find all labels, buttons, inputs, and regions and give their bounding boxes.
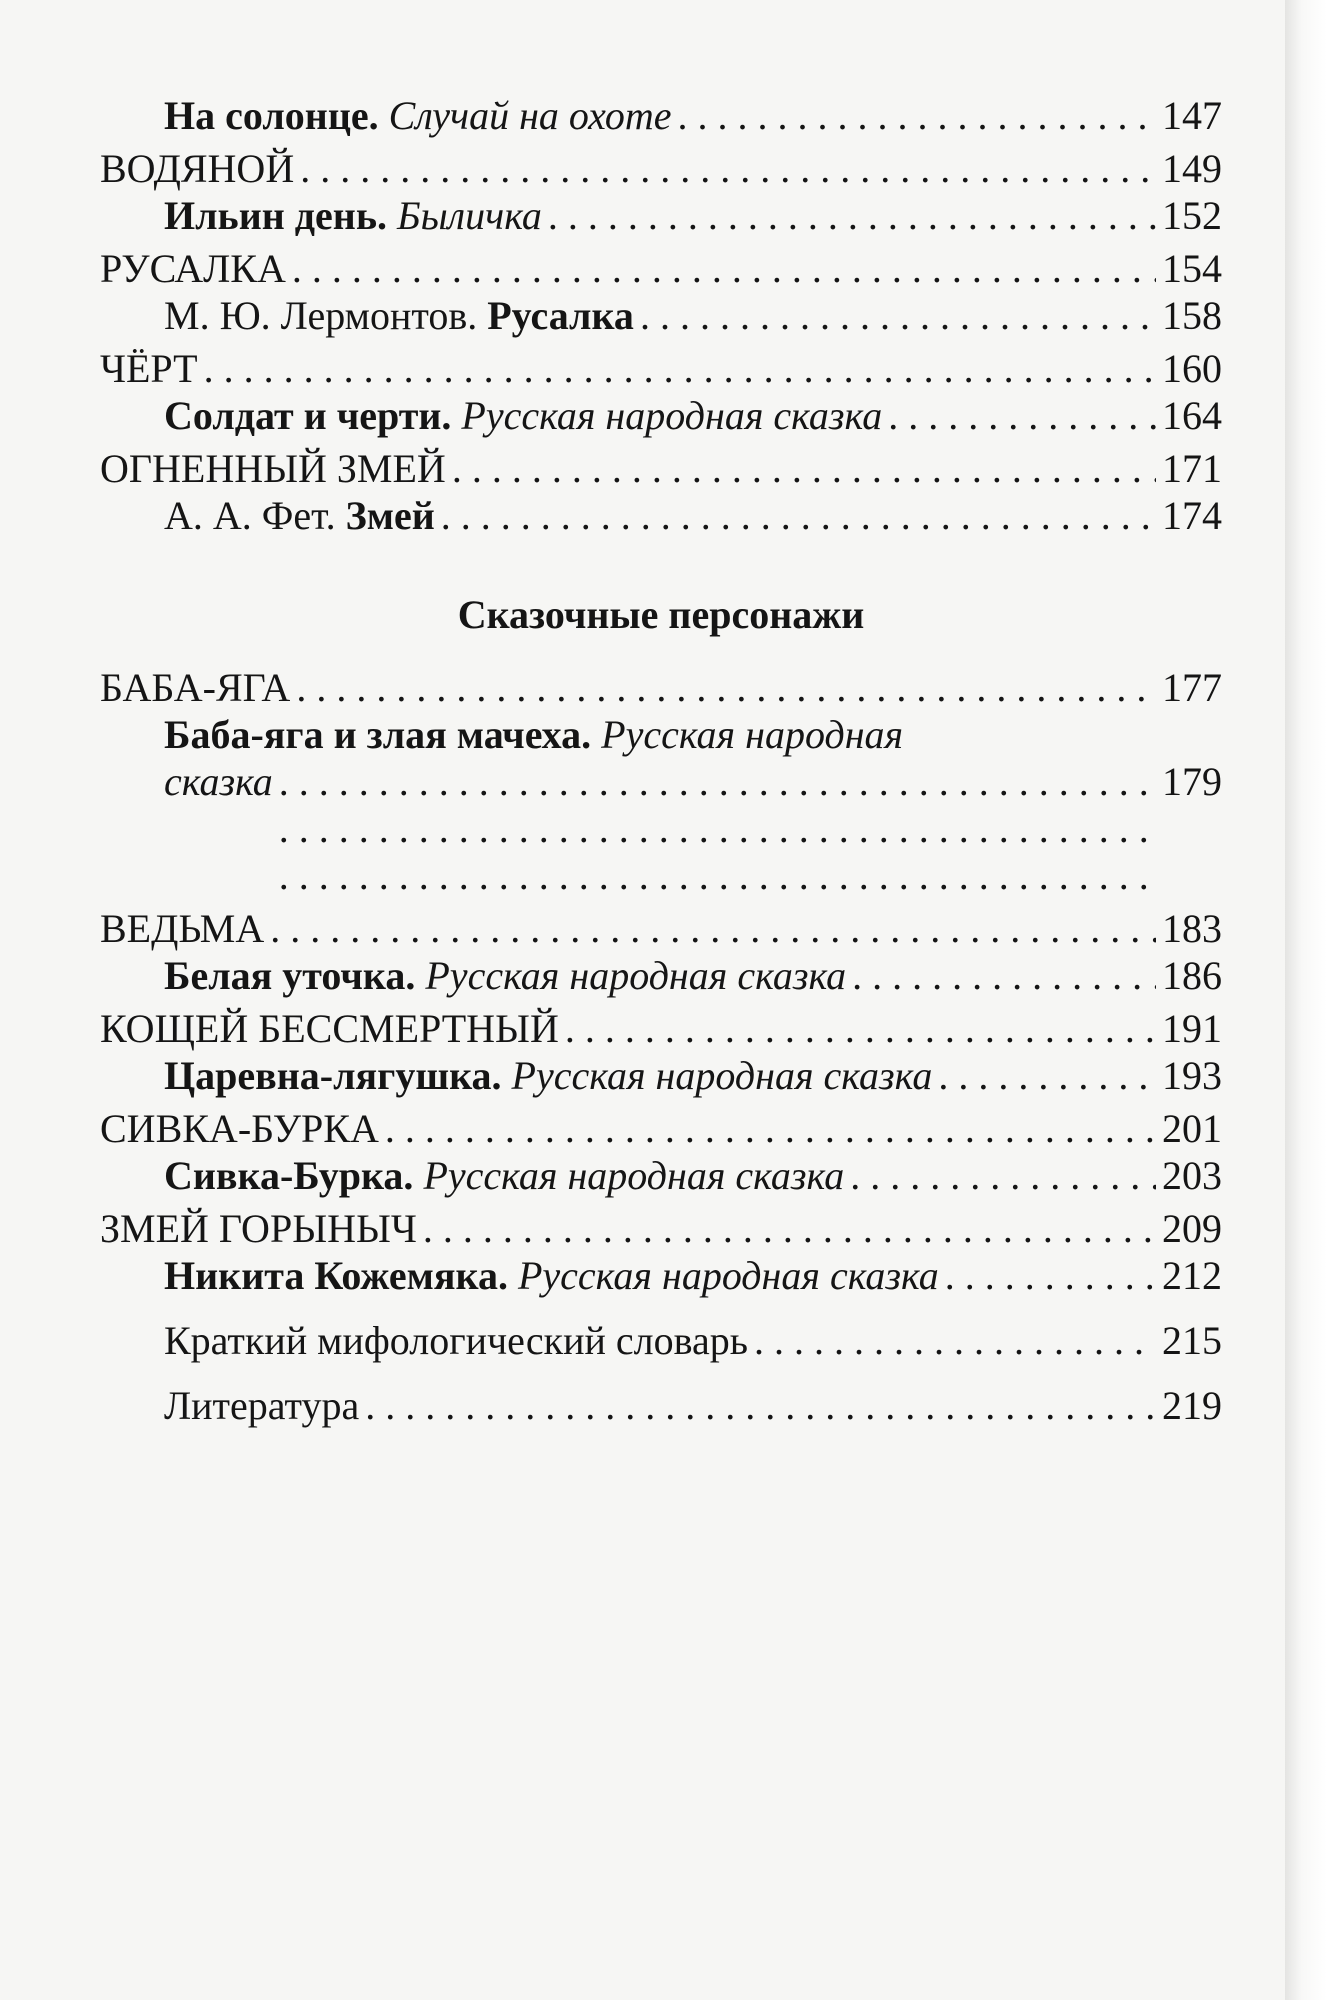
- toc-entry[interactable]: [100, 1252, 1222, 1299]
- toc-entry-title: Царевна-лягушка. Русская народная сказка: [164, 1053, 933, 1098]
- toc-entry-title: Краткий мифологический словарь: [164, 1318, 748, 1363]
- toc-page-number: 149: [1162, 146, 1222, 191]
- toc-entry-title-continued: сказка: [164, 759, 273, 804]
- toc-entry-title: Белая уточка. Русская народная сказка: [164, 953, 847, 998]
- toc-entry[interactable]: [100, 905, 1222, 952]
- toc-entry[interactable]: [100, 1005, 1222, 1052]
- toc-entry[interactable]: [100, 492, 1222, 539]
- toc-entry[interactable]: [100, 345, 1222, 392]
- toc-entry[interactable]: [100, 145, 1222, 192]
- toc-page-number: 215: [1162, 1318, 1222, 1363]
- page-edge-shadow: [1285, 0, 1327, 2000]
- toc-entry[interactable]: [100, 711, 1222, 899]
- dot-leader: [292, 245, 1156, 292]
- toc-page-number: 209: [1162, 1206, 1222, 1251]
- toc-page-number: 201: [1162, 1106, 1222, 1151]
- dot-leader: [852, 952, 1156, 999]
- toc-entry[interactable]: [100, 1152, 1222, 1199]
- toc-entry[interactable]: [100, 1317, 1222, 1364]
- toc-entry-title: Баба-яга и злая мачеха. Русская народная: [164, 712, 904, 757]
- toc-entry-title: А. А. Фет. Змей: [164, 493, 435, 538]
- toc-entry[interactable]: [100, 1205, 1222, 1252]
- toc-entry[interactable]: [100, 92, 1222, 139]
- toc-entry[interactable]: [100, 1052, 1222, 1099]
- toc-entry[interactable]: [100, 1105, 1222, 1152]
- dot-leader: [945, 1252, 1156, 1299]
- dot-leader: [452, 445, 1156, 492]
- toc-entry-title: На солонце. Случай на охоте: [164, 93, 672, 138]
- section-heading: Сказочные персонажи: [457, 592, 865, 637]
- toc-entry-title: ЧЁРТ: [100, 346, 198, 391]
- toc-entry-title: Никита Кожемяка. Русская народная сказка: [164, 1253, 939, 1298]
- toc-entry[interactable]: [100, 392, 1222, 439]
- dot-leader: [385, 1105, 1156, 1152]
- toc-page-number: 147: [1162, 93, 1222, 138]
- dot-leader: [548, 192, 1156, 239]
- toc-page-number: 160: [1162, 346, 1222, 391]
- toc-entry-title: КОЩЕЙ БЕССМЕРТНЫЙ: [100, 1006, 559, 1051]
- toc-entry-title: Сивка-Бурка. Русская народная сказка: [164, 1153, 845, 1198]
- toc-entry[interactable]: [100, 292, 1222, 339]
- toc-entry-title: ВОДЯНОЙ: [100, 146, 295, 191]
- toc-page-number: 171: [1162, 446, 1222, 491]
- dot-leader: [565, 1005, 1156, 1052]
- dot-leader: [640, 292, 1156, 339]
- toc-page-number: 154: [1162, 246, 1222, 291]
- toc-page-number: 158: [1162, 293, 1222, 338]
- toc-entry-title: ЗМЕЙ ГОРЫНЫЧ: [100, 1206, 417, 1251]
- toc-page-number: 203: [1162, 1153, 1222, 1198]
- dot-leader: [938, 1052, 1156, 1099]
- dot-leader: [888, 392, 1156, 439]
- toc-entry-title: Литература: [164, 1383, 360, 1428]
- toc-page-number: 177: [1162, 665, 1222, 710]
- toc-entry[interactable]: [100, 245, 1222, 292]
- dot-leader: [850, 1152, 1156, 1199]
- dot-leader: [423, 1205, 1156, 1252]
- toc-entry[interactable]: [100, 1382, 1222, 1429]
- toc-entry-title: ВЕДЬМА: [100, 906, 265, 951]
- dot-leader: [754, 1317, 1156, 1364]
- toc-entry-title: Солдат и черти. Русская народная сказка: [164, 393, 883, 438]
- toc-entry[interactable]: [100, 192, 1222, 239]
- toc-entry-title: РУСАЛКА: [100, 246, 286, 291]
- toc-page-number: 186: [1162, 953, 1222, 998]
- toc-entry-title: Ильин день. Быличка: [164, 193, 542, 238]
- toc-page-number: 183: [1162, 906, 1222, 951]
- toc-entry[interactable]: [100, 952, 1222, 999]
- toc-entry[interactable]: [100, 445, 1222, 492]
- toc-page-number: 174: [1162, 493, 1222, 538]
- table-of-contents: [100, 92, 1222, 1429]
- dot-leader: [441, 492, 1156, 539]
- toc-entry-title: СИВКА-БУРКА: [100, 1106, 379, 1151]
- toc-entry-title: ОГНЕННЫЙ ЗМЕЙ: [100, 446, 446, 491]
- toc-page-number: 193: [1162, 1053, 1222, 1098]
- dot-leader: [300, 145, 1156, 192]
- toc-page-number: 179: [1162, 759, 1222, 804]
- dot-leader: [678, 92, 1156, 139]
- toc-entry[interactable]: [100, 664, 1222, 711]
- dot-leader: [204, 345, 1156, 392]
- toc-page-number: 219: [1162, 1383, 1222, 1428]
- toc-page-number: 191: [1162, 1006, 1222, 1051]
- dot-leader: [365, 1382, 1156, 1429]
- toc-page-number: 212: [1162, 1253, 1222, 1298]
- dot-leader: [270, 905, 1156, 952]
- dot-leader: [296, 664, 1156, 711]
- dot-leader: [279, 758, 1156, 899]
- toc-entry-title: М. Ю. Лермонтов. Русалка: [164, 293, 634, 338]
- toc-page-number: 152: [1162, 193, 1222, 238]
- toc-page-number: 164: [1162, 393, 1222, 438]
- toc-entry-title: БАБА-ЯГА: [100, 665, 291, 710]
